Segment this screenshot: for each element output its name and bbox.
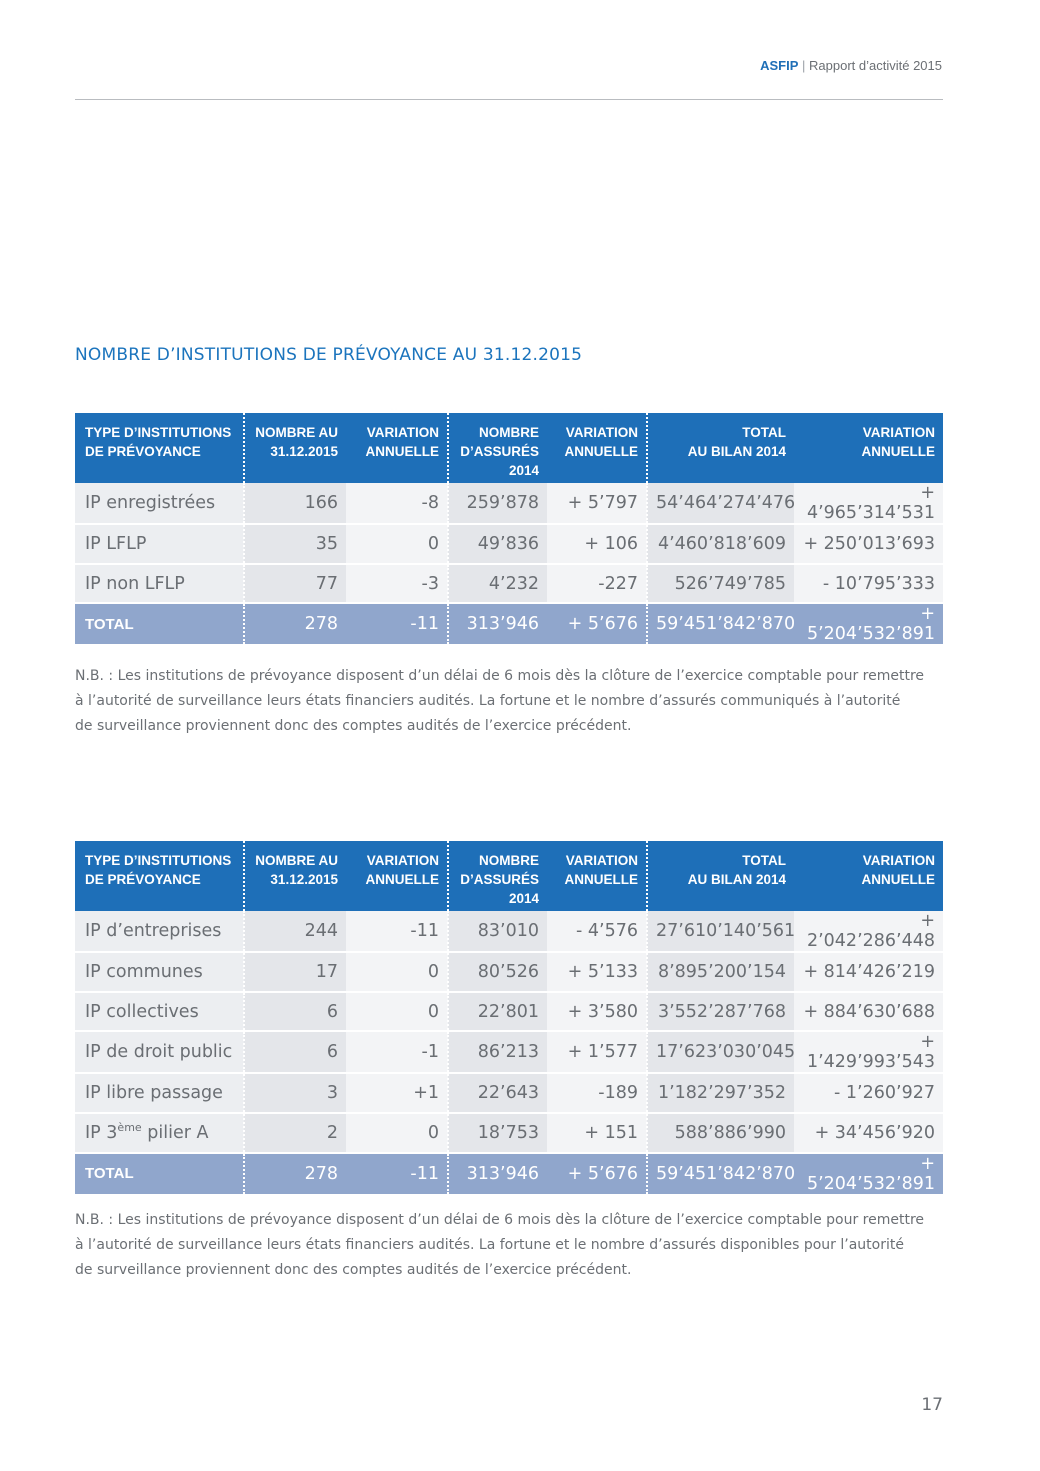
total-variation: -11 xyxy=(346,603,448,644)
cell-assures: 18’753 xyxy=(448,1113,547,1153)
cell-assures: 86’213 xyxy=(448,1031,547,1073)
cell-bilan: 588’886’990 xyxy=(647,1113,794,1153)
cell-nombre: 6 xyxy=(244,992,346,1032)
table-total-row xyxy=(75,1153,943,1194)
total-nombre: 278 xyxy=(244,1153,346,1194)
brand-name: ASFIP xyxy=(760,58,799,73)
cell-nombre: 2 xyxy=(244,1113,346,1153)
cell-variation: -3 xyxy=(346,564,448,604)
header-rule xyxy=(75,99,943,100)
cell-variation-assures: + 5’133 xyxy=(547,952,647,992)
cell-assures: 22’801 xyxy=(448,992,547,1032)
total-bilan: 59’451’842’870 xyxy=(647,603,794,644)
total-assures: 313’946 xyxy=(448,1153,547,1194)
cell-nombre: 6 xyxy=(244,1031,346,1073)
header-nombre: NOMBRE AU 31.12.2015 xyxy=(244,413,346,483)
cell-variation-bilan: - 10’795’333 xyxy=(794,564,943,604)
cell-variation-assures: + 3’580 xyxy=(547,992,647,1032)
cell-variation: 0 xyxy=(346,1113,448,1153)
header-variation-assures: VARIATION ANNUELLE xyxy=(547,413,647,483)
header-total-bilan: TOTAL AU BILAN 2014 xyxy=(647,841,794,911)
page-number: 17 xyxy=(921,1395,943,1415)
header-total-bilan: TOTAL AU BILAN 2014 xyxy=(647,413,794,483)
cell-variation-bilan: + 250’013’693 xyxy=(794,524,943,564)
cell-variation-assures: + 151 xyxy=(547,1113,647,1153)
cell-variation-assures: + 1’577 xyxy=(547,1031,647,1073)
table-row xyxy=(75,1031,943,1073)
total-variation-bilan: + 5’204’532’891 xyxy=(794,1153,943,1194)
header-variation-bilan: VARIATION ANNUELLE xyxy=(794,841,943,911)
table-row xyxy=(75,483,943,524)
total-bilan: 59’451’842’870 xyxy=(647,1153,794,1194)
note-1: N.B. : Les institutions de prévoyance disposent d’un délai de 6 mois dès la clôture de l’exercice comptable pour remettre à l’autorité de surveillance leurs états financiers audités. La fortune et le nombre d’assurés communiqués à l’autorité de surveillance proviennent donc des comptes audités de l’exercice précédent. xyxy=(75,668,925,734)
table-row xyxy=(75,1073,943,1113)
cell-assures: 49’836 xyxy=(448,524,547,564)
cell-nombre: 35 xyxy=(244,524,346,564)
cell-type: IP non LFLP xyxy=(75,564,244,604)
cell-variation: 0 xyxy=(346,524,448,564)
cell-nombre: 3 xyxy=(244,1073,346,1113)
cell-variation: -8 xyxy=(346,483,448,524)
cell-bilan: 8’895’200’154 xyxy=(647,952,794,992)
header-variation-assures: VARIATION ANNUELLE xyxy=(547,841,647,911)
total-variation-assures: + 5’676 xyxy=(547,1153,647,1194)
cell-nombre: 77 xyxy=(244,564,346,604)
running-header xyxy=(760,58,942,73)
total-variation-bilan: + 5’204’532’891 xyxy=(794,603,943,644)
cell-variation-assures: + 5’797 xyxy=(547,483,647,524)
cell-variation-assures: - 4’576 xyxy=(547,911,647,952)
cell-variation: 0 xyxy=(346,992,448,1032)
cell-variation: -11 xyxy=(346,911,448,952)
institutions-table-1 xyxy=(75,413,943,644)
cell-type: IP de droit public xyxy=(75,1031,244,1073)
cell-variation-bilan: + 814’426’219 xyxy=(794,952,943,992)
cell-variation: +1 xyxy=(346,1073,448,1113)
cell-variation-assures: -227 xyxy=(547,564,647,604)
table-row xyxy=(75,952,943,992)
cell-variation-bilan: + 884’630’688 xyxy=(794,992,943,1032)
institutions-table-2 xyxy=(75,841,943,1194)
total-nombre: 278 xyxy=(244,603,346,644)
table-header-row xyxy=(75,841,943,911)
total-variation-assures: + 5’676 xyxy=(547,603,647,644)
cell-bilan: 3’552’287’768 xyxy=(647,992,794,1032)
total-label: TOTAL xyxy=(75,603,244,644)
cell-nombre: 166 xyxy=(244,483,346,524)
total-label: TOTAL xyxy=(75,1153,244,1194)
cell-assures: 22’643 xyxy=(448,1073,547,1113)
cell-variation-bilan: - 1’260’927 xyxy=(794,1073,943,1113)
total-assures: 313’946 xyxy=(448,603,547,644)
cell-variation-assures: -189 xyxy=(547,1073,647,1113)
header-separator: | xyxy=(802,58,806,73)
cell-variation-assures: + 106 xyxy=(547,524,647,564)
cell-type: IP collectives xyxy=(75,992,244,1032)
cell-variation-bilan: + 2’042’286’448 xyxy=(794,911,943,952)
table-total-row xyxy=(75,603,943,644)
header-variation-bilan: VARIATION ANNUELLE xyxy=(794,413,943,483)
cell-type: IP libre passage xyxy=(75,1073,244,1113)
cell-bilan: 27’610’140’561 xyxy=(647,911,794,952)
cell-type: IP communes xyxy=(75,952,244,992)
cell-variation-bilan: + 4’965’314’531 xyxy=(794,483,943,524)
header-variation: VARIATION ANNUELLE xyxy=(346,413,448,483)
cell-variation-bilan: + 34’456’920 xyxy=(794,1113,943,1153)
cell-nombre: 244 xyxy=(244,911,346,952)
header-assures: NOMBRE D’ASSURÉS 2014 xyxy=(448,413,547,483)
cell-nombre: 17 xyxy=(244,952,346,992)
table-row xyxy=(75,564,943,604)
cell-type: IP d’entreprises xyxy=(75,911,244,952)
header-nombre: NOMBRE AU 31.12.2015 xyxy=(244,841,346,911)
cell-assures: 259’878 xyxy=(448,483,547,524)
cell-type: IP 3ème pilier A xyxy=(75,1113,244,1153)
cell-bilan: 17’623’030’045 xyxy=(647,1031,794,1073)
cell-variation: 0 xyxy=(346,952,448,992)
table-row xyxy=(75,911,943,952)
cell-type: IP enregistrées xyxy=(75,483,244,524)
table-row xyxy=(75,1113,943,1153)
total-variation: -11 xyxy=(346,1153,448,1194)
header-variation: VARIATION ANNUELLE xyxy=(346,841,448,911)
cell-type: IP LFLP xyxy=(75,524,244,564)
cell-bilan: 54’464’274’476 xyxy=(647,483,794,524)
header-type: TYPE D’INSTITUTIONS DE PRÉVOYANCE xyxy=(75,413,244,483)
cell-bilan: 4’460’818’609 xyxy=(647,524,794,564)
section-title: NOMBRE D’INSTITUTIONS DE PRÉVOYANCE AU 31.12.2015 xyxy=(75,345,583,365)
table-row xyxy=(75,524,943,564)
table-row xyxy=(75,992,943,1032)
cell-assures: 80’526 xyxy=(448,952,547,992)
report-title: Rapport d’activité 2015 xyxy=(809,58,942,73)
note-2: N.B. : Les institutions de prévoyance disposent d’un délai de 6 mois dès la clôture de l’exercice comptable pour remettre à l’autorité de surveillance leurs états financiers audités. La fortune et le nombre d’assurés disponibles pour l’autorité de surveillance proviennent donc des comptes audités de l’exercice précédent. xyxy=(75,1212,925,1278)
table-header-row xyxy=(75,413,943,483)
header-type: TYPE D’INSTITUTIONS DE PRÉVOYANCE xyxy=(75,841,244,911)
cell-assures: 83’010 xyxy=(448,911,547,952)
cell-variation-bilan: + 1’429’993’543 xyxy=(794,1031,943,1073)
cell-variation: -1 xyxy=(346,1031,448,1073)
header-assures: NOMBRE D’ASSURÉS 2014 xyxy=(448,841,547,911)
cell-assures: 4’232 xyxy=(448,564,547,604)
cell-bilan: 1’182’297’352 xyxy=(647,1073,794,1113)
cell-bilan: 526’749’785 xyxy=(647,564,794,604)
